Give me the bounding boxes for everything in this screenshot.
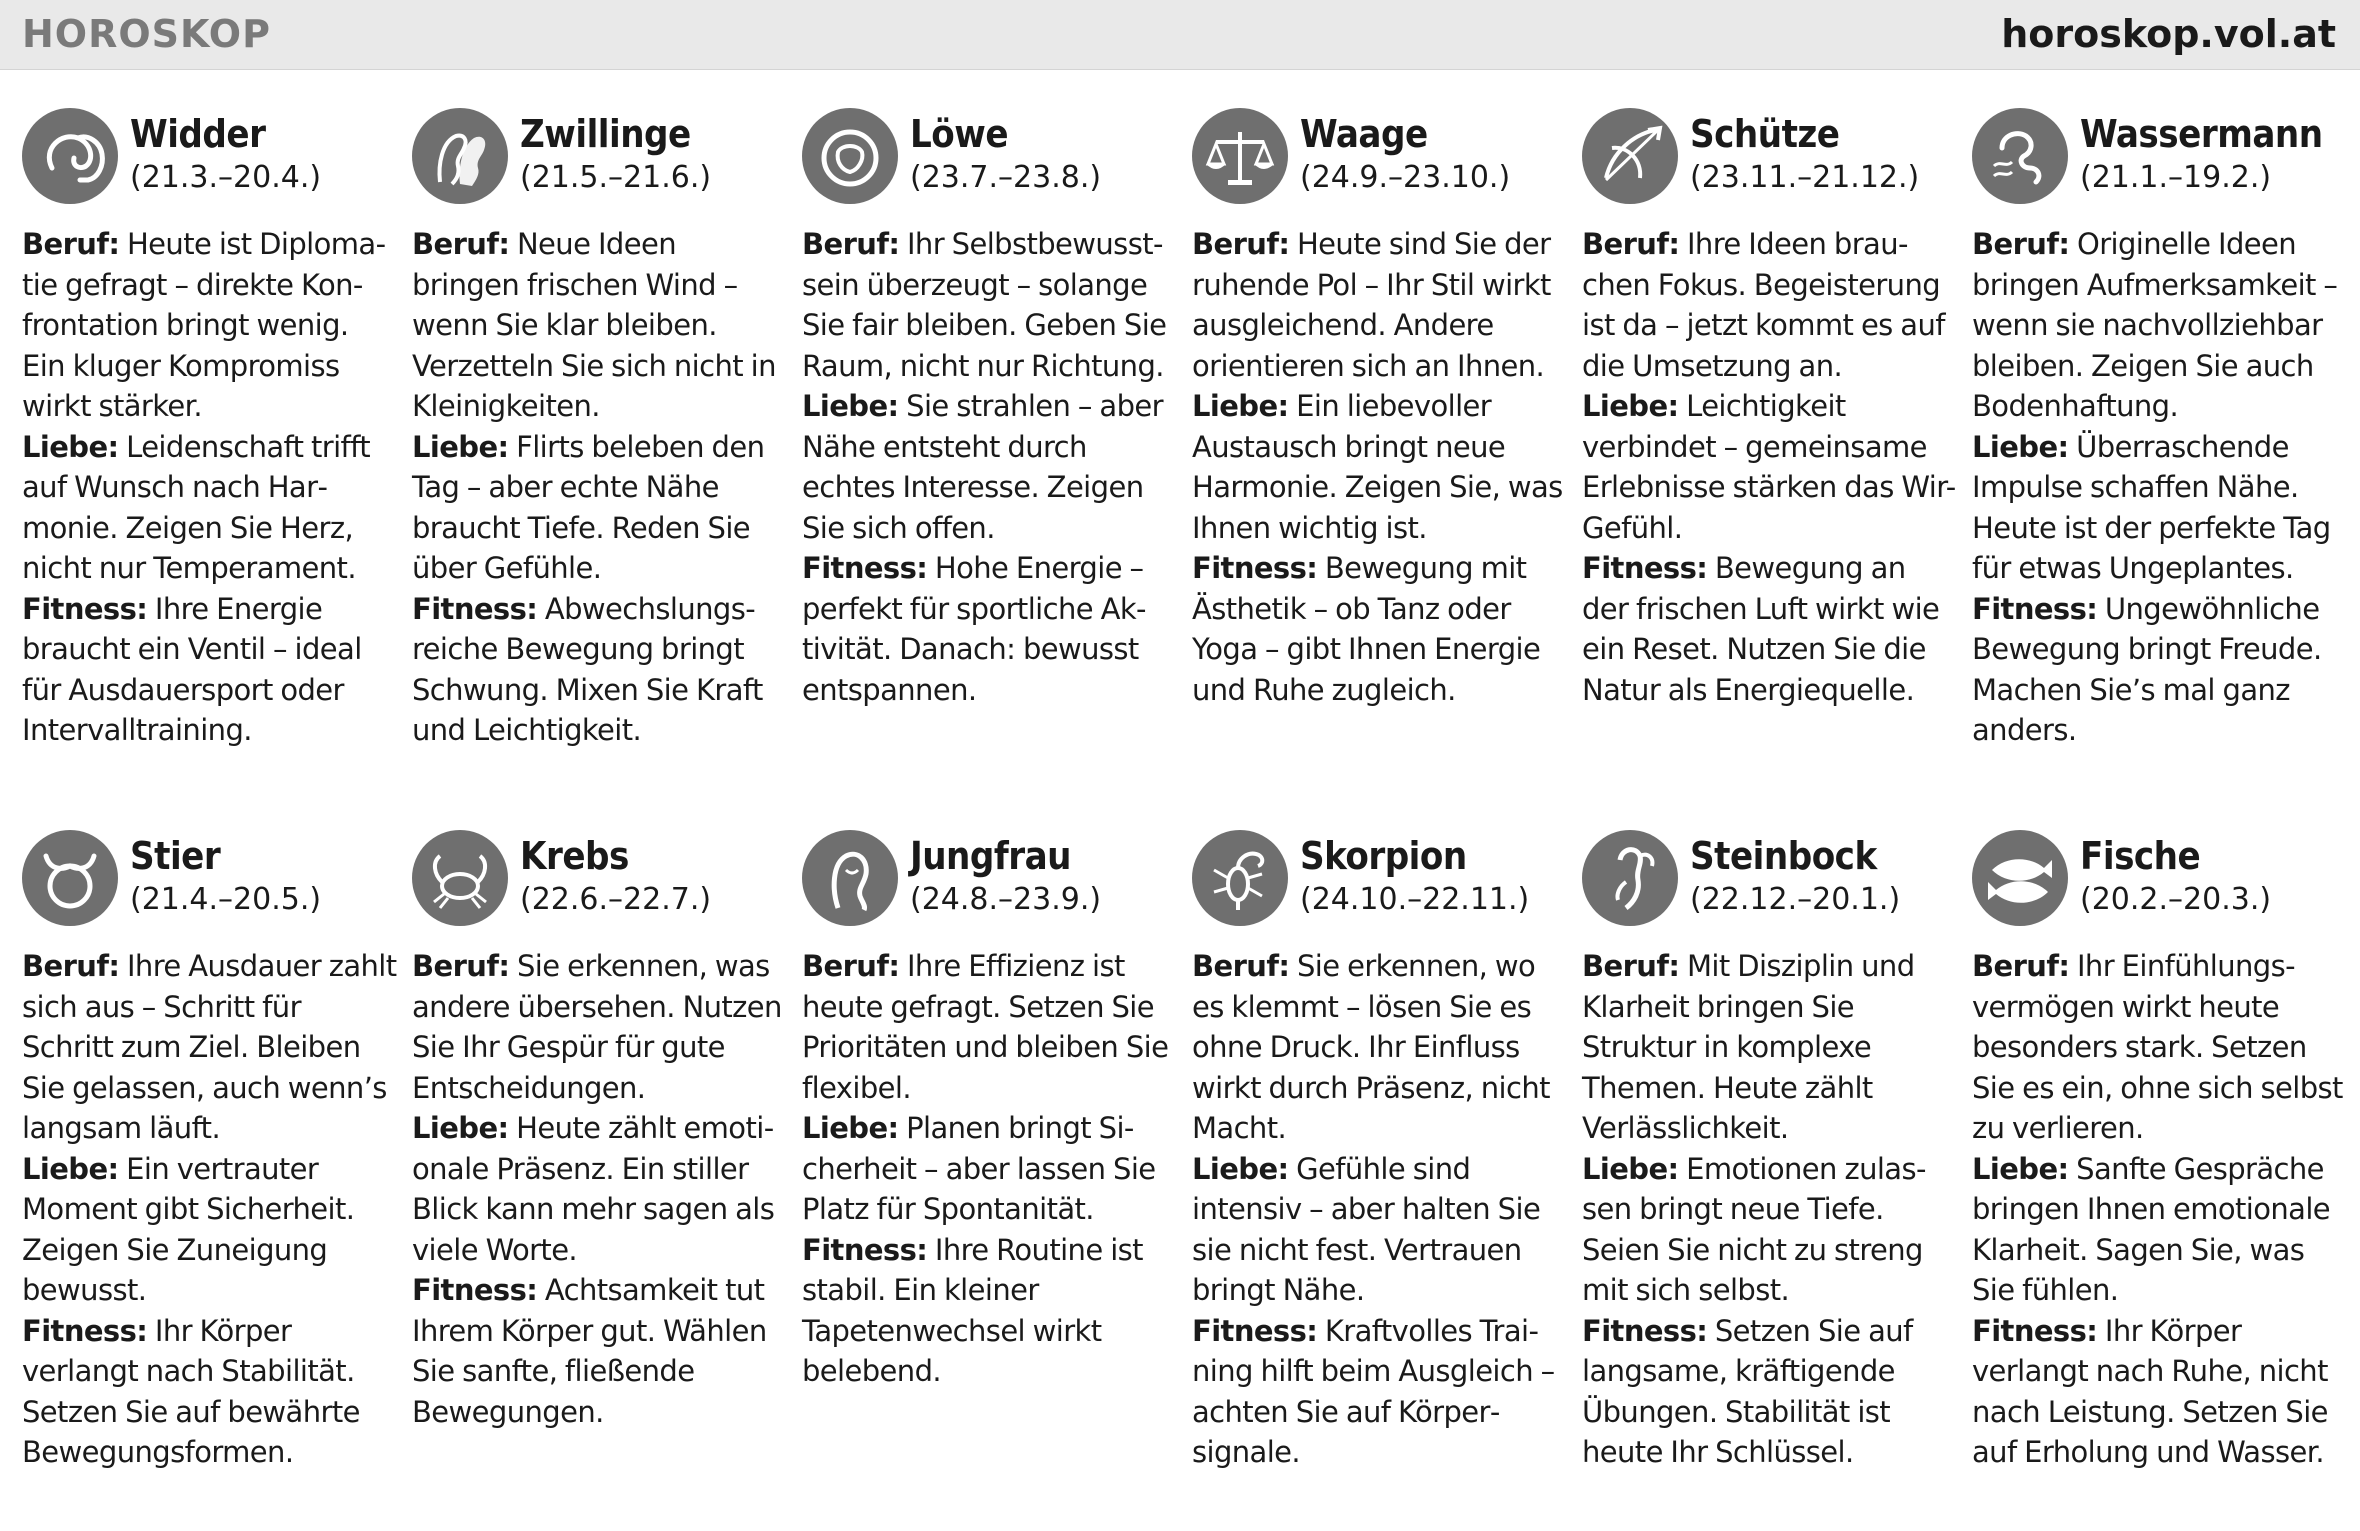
liebe-label: Liebe:	[412, 1111, 509, 1145]
beruf-text: Ihre Effizienz ist heute gefragt. Setzen Sie Prioritäten und bleiben Sie flexibel.	[802, 949, 1169, 1105]
aries-ram-icon	[22, 108, 118, 204]
liebe-label: Liebe:	[1972, 1151, 2069, 1186]
taurus-bull-icon	[22, 830, 118, 926]
pisces-fish-icon	[1972, 830, 2068, 926]
horoscope-grid	[22, 104, 2342, 1524]
liebe-label: Liebe:	[802, 1111, 899, 1145]
sign-dates: (21.3.–20.4.)	[130, 160, 322, 195]
sign-header	[802, 826, 1177, 930]
sign-name: Steinbock	[1690, 834, 1877, 878]
page-title: HOROSKOP	[22, 12, 271, 56]
fitness-label: Fitness:	[412, 591, 538, 626]
sign-name: Stier	[130, 834, 221, 878]
liebe-text: Ein vertrauter Moment gibt Sicherheit. Zeigen Sie Zuneigung bewusst.	[22, 1151, 355, 1307]
site-url[interactable]: horoskop.vol.at	[2001, 12, 2336, 56]
fitness-label: Fitness:	[22, 1313, 148, 1348]
capricorn-goat-icon	[1582, 830, 1678, 926]
liebe-label: Liebe:	[1582, 389, 1679, 423]
sign-header	[22, 104, 397, 208]
sign-header	[22, 826, 397, 930]
sign-text	[412, 946, 787, 1432]
sign-header	[412, 104, 787, 208]
beruf-label: Beruf:	[1582, 949, 1680, 983]
sign-header	[1972, 826, 2347, 930]
sign-card-widder	[22, 104, 397, 751]
liebe-text: Planen bringt Sicherheit – aber lassen Sie Platz für Spontanität.	[802, 1111, 1156, 1226]
fitness-label: Fitness:	[1192, 551, 1318, 585]
beruf-label: Beruf:	[22, 949, 120, 983]
fitness-text: Setzen Sie auf langsame, kräftigende Übungen. Stabilität ist heute Ihr Schlüssel.	[1582, 1313, 1913, 1469]
liebe-text: Leidenschaft trifft auf Wunsch nach Harmonie. Zeigen Sie Herz, nicht nur Temperament.	[22, 429, 371, 585]
beruf-text: Originelle Ideen bringen Aufmerksamkeit – wenn sie nachvollziehbar bleiben. Zeigen Sie auch Bodenhaftung.	[1972, 227, 2338, 423]
sign-card-schuetze	[1582, 104, 1957, 710]
sign-header	[1582, 826, 1957, 930]
fitness-text: Kraftvolles Training hilft beim Ausgleich – achten Sie auf Körpersignale.	[1192, 1313, 1555, 1469]
fitness-text: Achtsamkeit tut Ihrem Körper gut. Wählen Sie sanfte, fließende Bewegungen.	[412, 1273, 767, 1429]
sign-text	[1972, 946, 2347, 1473]
fitness-label: Fitness:	[1192, 1313, 1318, 1348]
beruf-label: Beruf:	[1972, 949, 2070, 983]
fitness-label: Fitness:	[22, 591, 148, 626]
page-header	[0, 0, 2360, 70]
sign-card-wassermann	[1972, 104, 2347, 751]
liebe-text: Gefühle sind intensiv – aber halten Sie sie nicht fest. Vertrauen bringt Nähe.	[1192, 1151, 1541, 1307]
beruf-text: Neue Ideen bringen frischen Wind – wenn Sie klar bleiben. Verzetteln Sie sich nicht in Kleinigkeiten.	[412, 227, 776, 423]
fitness-label: Fitness:	[1972, 591, 2098, 626]
sign-text	[412, 224, 787, 751]
fitness-text: Ihre Routine ist stabil. Ein kleiner Tapetenwechsel wirkt belebend.	[802, 1232, 1143, 1388]
fitness-text: Ihre Energie braucht ein Ventil – ideal für Ausdauersport oder Intervalltraining.	[22, 591, 362, 747]
sign-name: Widder	[130, 112, 266, 156]
beruf-label: Beruf:	[1192, 949, 1290, 983]
sign-card-fische	[1972, 826, 2347, 1473]
beruf-text: Heute ist Diplomatie gefragt – direkte Konfrontation bringt wenig. Ein kluger Kompromiss wirkt stärker.	[22, 227, 387, 423]
sign-dates: (23.7.–23.8.)	[910, 160, 1102, 195]
beruf-label: Beruf:	[412, 949, 510, 983]
beruf-label: Beruf:	[1582, 227, 1680, 261]
fitness-text: Abwechslungsreiche Bewegung bringt Schwung. Mixen Sie Kraft und Leichtigkeit.	[412, 591, 763, 747]
liebe-text: Sanfte Gespräche bringen Ihnen emotionale Klarheit. Sagen Sie, was Sie fühlen.	[1972, 1151, 2331, 1307]
fitness-label: Fitness:	[1582, 551, 1708, 585]
sign-dates: (20.2.–20.3.)	[2080, 882, 2272, 917]
beruf-label: Beruf:	[22, 227, 120, 261]
sign-name: Skorpion	[1300, 834, 1467, 878]
sign-dates: (23.11.–21.12.)	[1690, 160, 1920, 195]
beruf-text: Sie erkennen, wo es klemmt – lösen Sie es ohne Druck. Ihr Einfluss wirkt durch Präsenz, nicht Macht.	[1192, 949, 1550, 1145]
liebe-text: Flirts beleben den Tag – aber echte Nähe braucht Tiefe. Reden Sie über Gefühle.	[412, 429, 765, 585]
liebe-label: Liebe:	[1192, 389, 1289, 423]
sign-dates: (22.12.–20.1.)	[1690, 882, 1901, 917]
sagittarius-bow-icon	[1582, 108, 1678, 204]
virgo-maiden-icon	[802, 830, 898, 926]
sign-dates: (24.10.–22.11.)	[1300, 882, 1530, 917]
liebe-label: Liebe:	[412, 429, 509, 464]
sign-dates: (21.4.–20.5.)	[130, 882, 322, 917]
libra-scales-icon	[1192, 108, 1288, 204]
fitness-text: Hohe Energie – perfekt für sportliche Aktivität. Danach: bewusst entspannen.	[802, 551, 1147, 707]
fitness-text: Ihr Körper verlangt nach Stabilität. Setzen Sie auf bewährte Bewegungsformen.	[22, 1313, 360, 1469]
sign-text	[1582, 946, 1957, 1473]
fitness-label: Fitness:	[802, 1232, 928, 1267]
sign-card-skorpion	[1192, 826, 1567, 1473]
beruf-label: Beruf:	[802, 227, 900, 261]
sign-card-jungfrau	[802, 826, 1177, 1392]
cancer-crab-icon	[412, 830, 508, 926]
fitness-text: Bewegung an der frischen Luft wirkt wie ein Reset. Nutzen Sie die Natur als Energiequelle.	[1582, 551, 1940, 707]
liebe-text: Ein liebevoller Austausch bringt neue Harmonie. Zeigen Sie, was Ihnen wichtig ist.	[1192, 389, 1563, 545]
beruf-text: Ihr Selbstbewusstsein überzeugt – solange Sie fair bleiben. Geben Sie Raum, nicht nur Richtung.	[802, 227, 1167, 383]
sign-card-krebs	[412, 826, 787, 1432]
fitness-label: Fitness:	[1972, 1313, 2098, 1348]
sign-name: Jungfrau	[910, 834, 1072, 878]
fitness-text: Ungewöhnliche Bewegung bringt Freude. Machen Sie’s mal ganz anders.	[1972, 591, 2322, 747]
sign-header	[1972, 104, 2347, 208]
beruf-text: Ihre Ausdauer zahlt sich aus – Schritt für Schritt zum Ziel. Bleiben Sie gelassen, auch wenn’s langsam läuft.	[22, 949, 397, 1145]
sign-name: Fische	[2080, 834, 2201, 878]
beruf-text: Heute sind Sie der ruhende Pol – Ihr Stil wirkt ausgleichend. Andere orientieren sich an Ihnen.	[1192, 227, 1551, 383]
sign-text	[1582, 224, 1957, 710]
beruf-text: Sie erkennen, was andere übersehen. Nutzen Sie Ihr Gespür für gute Entscheidungen.	[412, 949, 782, 1105]
sign-dates: (21.5.–21.6.)	[520, 160, 712, 195]
sign-header	[412, 826, 787, 930]
liebe-text: Emotionen zulassen bringt neue Tiefe. Seien Sie nicht zu streng mit sich selbst.	[1582, 1151, 1927, 1307]
sign-text	[802, 224, 1177, 710]
fitness-label: Fitness:	[412, 1273, 538, 1307]
beruf-text: Mit Disziplin und Klarheit bringen Sie Struktur in komplexe Themen. Heute zählt Verlässlichkeit.	[1582, 949, 1915, 1145]
beruf-text: Ihr Einfühlungsvermögen wirkt heute besonders stark. Setzen Sie es ein, ohne sich selbst zu verlieren.	[1972, 949, 2343, 1145]
sign-name: Wassermann	[2080, 112, 2323, 156]
sign-text	[22, 224, 397, 751]
gemini-twins-icon	[412, 108, 508, 204]
sign-name: Zwillinge	[520, 112, 691, 156]
liebe-label: Liebe:	[22, 429, 119, 464]
liebe-text: Leichtigkeit verbindet – gemeinsame Erlebnisse stärken das Wir-Gefühl.	[1582, 389, 1956, 545]
sign-dates: (21.1.–19.2.)	[2080, 160, 2272, 195]
sign-header	[1192, 104, 1567, 208]
sign-name: Schütze	[1690, 112, 1840, 156]
liebe-label: Liebe:	[802, 389, 899, 423]
liebe-label: Liebe:	[1192, 1151, 1289, 1186]
scorpio-scorpion-icon	[1192, 830, 1288, 926]
sign-dates: (24.8.–23.9.)	[910, 882, 1102, 917]
fitness-label: Fitness:	[1582, 1313, 1708, 1348]
sign-card-steinbock	[1582, 826, 1957, 1473]
beruf-label: Beruf:	[802, 949, 900, 983]
sign-name: Löwe	[910, 112, 1009, 156]
sign-header	[802, 104, 1177, 208]
fitness-text: Ihr Körper verlangt nach Ruhe, nicht nach Leistung. Setzen Sie auf Erholung und Wasser.	[1972, 1313, 2328, 1469]
sign-card-stier	[22, 826, 397, 1473]
liebe-label: Liebe:	[1582, 1151, 1679, 1186]
sign-header	[1192, 826, 1567, 930]
liebe-label: Liebe:	[22, 1151, 119, 1186]
sign-text	[1192, 946, 1567, 1473]
sign-text	[1192, 224, 1567, 710]
beruf-label: Beruf:	[1192, 227, 1290, 261]
aquarius-water-bearer-icon	[1972, 108, 2068, 204]
beruf-label: Beruf:	[1972, 227, 2070, 261]
liebe-text: Heute zählt emotionale Präsenz. Ein stiller Blick kann mehr sagen als viele Worte.	[412, 1111, 775, 1267]
sign-card-waage	[1192, 104, 1567, 710]
sign-card-loewe	[802, 104, 1177, 710]
liebe-label: Liebe:	[1972, 429, 2069, 464]
fitness-label: Fitness:	[802, 551, 928, 585]
sign-header	[1582, 104, 1957, 208]
sign-dates: (22.6.–22.7.)	[520, 882, 712, 917]
beruf-text: Ihre Ideen brauchen Fokus. Begeisterung ist da – jetzt kommt es auf die Umsetzung an.	[1582, 227, 1945, 383]
sign-dates: (24.9.–23.10.)	[1300, 160, 1511, 195]
liebe-text: Überraschende Impulse schaffen Nähe. Heute ist der perfekte Tag für etwas Ungeplantes.	[1972, 429, 2331, 585]
sign-name: Krebs	[520, 834, 629, 878]
beruf-label: Beruf:	[412, 227, 510, 261]
sign-card-zwillinge	[412, 104, 787, 751]
fitness-text: Bewegung mit Ästhetik – ob Tanz oder Yoga – gibt Ihnen Energie und Ruhe zugleich.	[1192, 551, 1541, 707]
sign-text	[22, 946, 397, 1473]
liebe-text: Sie strahlen – aber Nähe entsteht durch echtes Interesse. Zeigen Sie sich offen.	[802, 389, 1163, 545]
sign-text	[802, 946, 1177, 1392]
sign-name: Waage	[1300, 112, 1428, 156]
leo-lion-icon	[802, 108, 898, 204]
sign-text	[1972, 224, 2347, 751]
